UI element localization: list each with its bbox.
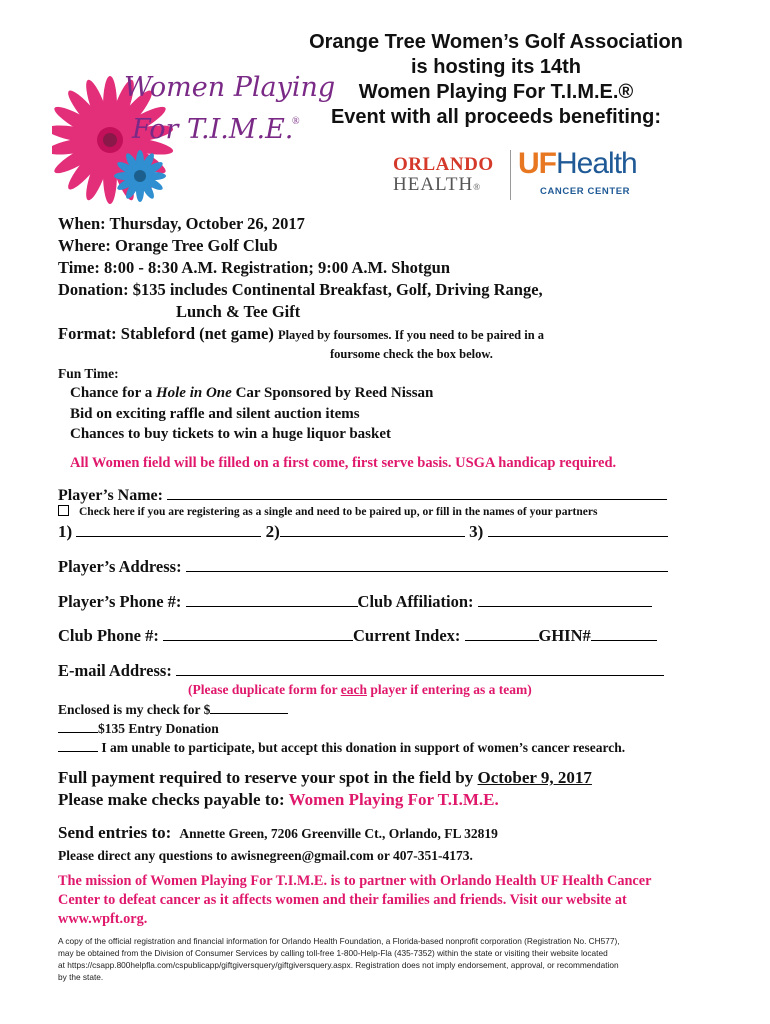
current-index-field[interactable] <box>465 626 539 641</box>
player-name-field[interactable] <box>167 485 667 500</box>
payment-deadline: October 9, 2017 <box>477 768 592 787</box>
club-phone-label: Club Phone #: <box>58 626 159 645</box>
uf-health-logo <box>518 147 648 197</box>
entry-donation-label: $135 Entry Donation <box>98 721 219 736</box>
fun-time-item-1-pre: Chance for a <box>70 385 156 401</box>
payment-section <box>58 767 592 811</box>
ghin-field[interactable] <box>591 626 657 641</box>
unable-field[interactable] <box>58 739 98 752</box>
donation-line2: Lunch & Tee Gift <box>176 302 301 321</box>
logo-script-line2: For T.I.M.E. <box>132 114 294 145</box>
donation-line: Donation: $135 includes Continental Breakfast, Golf, Driving Range, <box>58 280 543 299</box>
format-label: Format: Stableford (net game) <box>58 324 274 343</box>
unable-row <box>58 738 625 757</box>
partners-row <box>58 522 668 542</box>
field-notice: All Women field will be filled on a first come, first serve basis. USGA handicap required. <box>70 455 617 471</box>
fun-time-item-1-italic: Hole in One <box>155 385 232 401</box>
logo-reg-mark: ® <box>292 116 300 127</box>
format-note2: foursome check the box below. <box>330 347 493 361</box>
header-line2: is hosting its 14th <box>410 56 582 78</box>
mission-line1: The mission of Women Playing For T.I.M.E. is to partner with Orlando Health UF Health Cancer <box>58 873 652 889</box>
fun-time-title: Fun Time: <box>58 366 119 381</box>
send-address: Annette Green, 7206 Greenville Ct., Orlando, FL 32819 <box>179 826 498 841</box>
email-label: E-mail Address: <box>58 661 172 680</box>
fun-time-item-1 <box>70 383 748 404</box>
disclaimer-line2: may be obtained from the Division of Consumer Services by calling toll-free 1-800-Help-Fla (435-7352) within the state or visiting their website located <box>58 948 608 958</box>
orlando-health-logo <box>393 155 499 197</box>
uf-health-cancer-center: CANCER CENTER <box>540 186 631 197</box>
header-line4: Event with all proceeds benefiting: <box>330 106 662 128</box>
phone-label: Player’s Phone #: <box>58 592 182 611</box>
payment-line1-pre: Full payment required to reserve your spot in the field by <box>58 768 478 787</box>
entry-donation-field[interactable] <box>58 720 98 733</box>
mission-section <box>58 872 651 929</box>
orlando-health-bottom: HEALTH <box>393 174 474 195</box>
partner-3-label: 3) <box>469 522 484 541</box>
logo-script-line1: Women Playing <box>124 72 336 103</box>
orlando-health-top: ORLANDO <box>393 154 494 175</box>
current-index-label: Current Index: <box>352 626 461 645</box>
payment-line1 <box>58 767 592 789</box>
disclaimer-line1: A copy of the official registration and financial information for Orlando Health Foundation, a Florida-based nonprofit corporation (Registration No. CH577), <box>58 936 620 946</box>
phone-field[interactable] <box>186 592 358 607</box>
partner-1-label: 1) <box>58 522 73 541</box>
partner-3-field[interactable] <box>488 522 668 537</box>
club-phone-field[interactable] <box>163 626 353 641</box>
check-enclosed-row <box>58 700 625 719</box>
payment-payee: Women Playing For T.I.M.E. <box>288 790 499 809</box>
address-field[interactable] <box>186 557 668 572</box>
send-section <box>58 822 498 867</box>
unable-label: I am unable to participate, but accept this donation in support of women’s cancer research. <box>101 740 626 755</box>
partner-2-field[interactable] <box>280 522 465 537</box>
partner-1-field[interactable] <box>76 522 261 537</box>
fun-time-item-2: Bid on exciting raffle and silent auction items <box>70 405 360 422</box>
fun-time-item-1-post: Car Sponsored by Reed Nissan <box>231 385 434 401</box>
email-field[interactable] <box>176 661 664 676</box>
duplicate-note <box>188 682 532 698</box>
header-line1: Orange Tree Women’s Golf Association <box>309 31 683 53</box>
check-enclosed-label: Enclosed is my check for $ <box>58 702 211 717</box>
event-details <box>58 213 748 362</box>
disclaimer-line4: by the state. <box>58 972 104 982</box>
club-affiliation-field[interactable] <box>478 592 652 607</box>
payment-line2 <box>58 789 592 811</box>
single-checkbox[interactable] <box>58 505 69 516</box>
single-checkbox-label: Check here if you are registering as a single and need to be paired up, or fill in the names of your partners <box>79 506 598 518</box>
payment-options <box>58 700 625 757</box>
single-checkbox-row <box>58 505 597 518</box>
uf-health-health: Health <box>556 147 637 180</box>
check-amount-field[interactable] <box>210 701 288 714</box>
mission-line2: Center to defeat cancer as it affects women and their families and friends. Visit our website at <box>58 892 627 908</box>
disclaimer-line3: at https://csapp.800helpfla.com/cspublicapp/giftgiversquery/giftgiversquery.aspx. Registration does not imply endorsement, approval, or recommendation <box>58 960 619 970</box>
send-label: Send entries to: <box>58 823 172 842</box>
format-note1: Played by foursomes. If you need to be paired in a <box>277 328 545 342</box>
orlando-health-reg: ® <box>473 182 481 192</box>
send-row <box>58 822 498 845</box>
duplicate-note-each: each <box>340 682 367 697</box>
duplicate-note-pre: (Please duplicate form for <box>188 682 341 697</box>
fun-time-section <box>58 365 748 445</box>
player-name-label: Player’s Name: <box>58 487 163 504</box>
fun-time-item-3: Chances to buy tickets to win a huge liquor basket <box>70 426 392 442</box>
when-line: When: Thursday, October 26, 2017 <box>58 214 305 233</box>
partner-2-label: 2) <box>265 522 280 541</box>
mission-line3: www.wpft.org. <box>58 911 148 927</box>
where-line: Where: Orange Tree Golf Club <box>58 236 278 255</box>
registration-form <box>58 485 758 507</box>
email-row <box>58 661 664 681</box>
ghin-label: GHIN# <box>538 626 591 645</box>
legal-disclaimer <box>58 935 620 983</box>
time-line: Time: 8:00 - 8:30 A.M. Registration; 9:00 A.M. Shotgun <box>58 258 451 277</box>
event-header <box>276 30 716 130</box>
address-row <box>58 557 668 577</box>
duplicate-note-post: player if entering as a team) <box>366 682 532 697</box>
send-questions: Please direct any questions to awisnegreen@gmail.com or 407-351-4173. <box>58 848 473 863</box>
address-label: Player’s Address: <box>58 557 182 576</box>
club-phone-row <box>58 626 657 646</box>
sponsor-divider <box>510 150 511 200</box>
entry-donation-row <box>58 719 625 738</box>
payment-line2-pre: Please make checks payable to: <box>58 790 289 809</box>
header-line3: Women Playing For T.I.M.E.® <box>358 81 634 103</box>
phone-row <box>58 592 652 612</box>
uf-health-uf: UF <box>518 147 556 180</box>
club-affiliation-label: Club Affiliation: <box>357 592 474 611</box>
